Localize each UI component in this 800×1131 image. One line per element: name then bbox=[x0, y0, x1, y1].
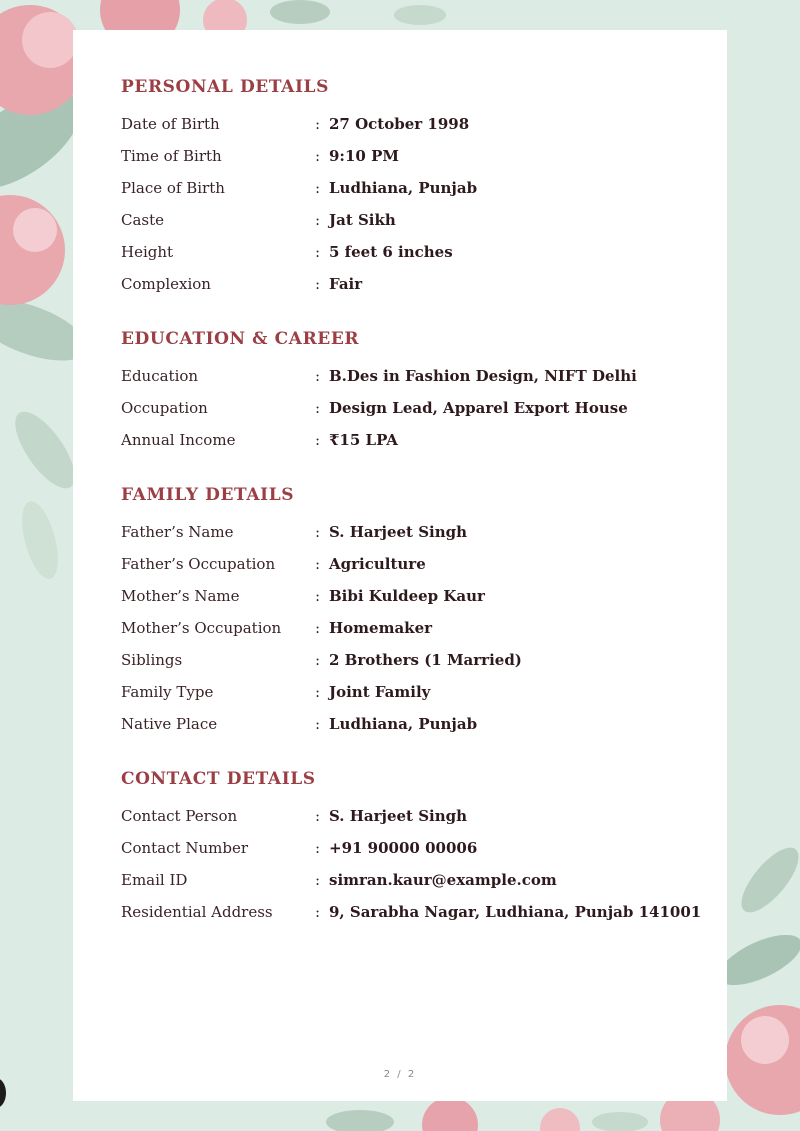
section-heading: FAMILY DETAILS bbox=[121, 485, 295, 505]
separator: : bbox=[315, 275, 321, 293]
detail-row-family-type bbox=[121, 683, 711, 715]
field-label: Time of Birth bbox=[121, 147, 222, 165]
page-indicator: 2 / 2 bbox=[383, 1069, 417, 1080]
separator: : bbox=[315, 651, 321, 669]
detail-row-time-of-birth bbox=[121, 147, 711, 179]
field-value: 2 Brothers (1 Married) bbox=[329, 651, 522, 669]
field-value: 9, Sarabha Nagar, Ludhiana, Punjab 141001 bbox=[329, 903, 702, 921]
separator: : bbox=[315, 523, 321, 541]
separator: : bbox=[315, 115, 321, 133]
field-label: Siblings bbox=[121, 651, 183, 669]
separator: : bbox=[315, 367, 321, 385]
contact-details-section bbox=[121, 768, 711, 935]
separator: : bbox=[315, 399, 321, 417]
field-value: S. Harjeet Singh bbox=[329, 523, 468, 541]
detail-row-residential-address bbox=[121, 903, 711, 935]
detail-row-siblings bbox=[121, 651, 711, 683]
section-heading: PERSONAL DETAILS bbox=[121, 77, 329, 97]
detail-row-mothers-name bbox=[121, 587, 711, 619]
field-value: +91 90000 00006 bbox=[329, 839, 478, 857]
detail-row-native-place bbox=[121, 715, 711, 747]
detail-row-contact-number bbox=[121, 839, 711, 871]
separator: : bbox=[315, 243, 321, 261]
separator: : bbox=[315, 683, 321, 701]
field-value: B.Des in Fashion Design, NIFT Delhi bbox=[329, 367, 637, 385]
family-details-section bbox=[121, 484, 711, 747]
field-label: Email ID bbox=[121, 871, 188, 889]
detail-row-fathers-occupation bbox=[121, 555, 711, 587]
separator: : bbox=[315, 715, 321, 733]
field-label: Height bbox=[121, 243, 174, 261]
separator: : bbox=[315, 903, 321, 921]
separator: : bbox=[315, 587, 321, 605]
field-label: Family Type bbox=[121, 683, 214, 701]
field-label: Place of Birth bbox=[121, 179, 225, 197]
detail-row-fathers-name bbox=[121, 523, 711, 555]
field-label: Annual Income bbox=[121, 431, 236, 449]
separator: : bbox=[315, 839, 321, 857]
field-label: Contact Number bbox=[121, 839, 248, 857]
detail-row-annual-income bbox=[121, 431, 711, 463]
personal-details-section bbox=[121, 76, 711, 307]
separator: : bbox=[315, 147, 321, 165]
field-value: Jat Sikh bbox=[329, 211, 396, 229]
education-career-section bbox=[121, 328, 711, 463]
field-label: Occupation bbox=[121, 399, 208, 417]
field-label: Mother’s Occupation bbox=[121, 619, 282, 637]
detail-row-place-of-birth bbox=[121, 179, 711, 211]
field-label: Caste bbox=[121, 211, 165, 229]
detail-row-email-id bbox=[121, 871, 711, 903]
separator: : bbox=[315, 619, 321, 637]
separator: : bbox=[315, 431, 321, 449]
field-value: Fair bbox=[329, 275, 363, 293]
biodata-page bbox=[73, 30, 727, 1101]
separator: : bbox=[315, 807, 321, 825]
field-label: Date of Birth bbox=[121, 115, 220, 133]
detail-row-mothers-occupation bbox=[121, 619, 711, 651]
field-label: Education bbox=[121, 367, 199, 385]
section-heading: EDUCATION & CAREER bbox=[121, 329, 360, 349]
separator: : bbox=[315, 871, 321, 889]
field-label: Mother’s Name bbox=[121, 587, 240, 605]
section-heading: CONTACT DETAILS bbox=[121, 769, 316, 789]
field-label: Contact Person bbox=[121, 807, 238, 825]
field-value: Joint Family bbox=[329, 683, 431, 701]
field-value: Agriculture bbox=[329, 555, 426, 573]
field-label: Complexion bbox=[121, 275, 211, 293]
field-value: Design Lead, Apparel Export House bbox=[329, 399, 628, 417]
field-value: 27 October 1998 bbox=[329, 115, 470, 133]
field-value: simran.kaur@example.com bbox=[329, 871, 557, 889]
field-value: Bibi Kuldeep Kaur bbox=[329, 587, 485, 605]
detail-row-height bbox=[121, 243, 711, 275]
field-label: Father’s Name bbox=[121, 523, 234, 541]
field-value: 5 feet 6 inches bbox=[329, 243, 453, 261]
field-value: ₹15 LPA bbox=[329, 431, 398, 449]
field-label: Native Place bbox=[121, 715, 218, 733]
detail-row-date-of-birth bbox=[121, 115, 711, 147]
field-value: 9:10 PM bbox=[329, 147, 399, 165]
field-value: S. Harjeet Singh bbox=[329, 807, 468, 825]
field-label: Residential Address bbox=[121, 903, 273, 921]
separator: : bbox=[315, 211, 321, 229]
field-value: Ludhiana, Punjab bbox=[329, 715, 478, 733]
separator: : bbox=[315, 179, 321, 197]
field-label: Father’s Occupation bbox=[121, 555, 276, 573]
detail-row-contact-person bbox=[121, 807, 711, 839]
detail-row-caste bbox=[121, 211, 711, 243]
detail-row-education bbox=[121, 367, 711, 399]
field-value: Homemaker bbox=[329, 619, 433, 637]
separator: : bbox=[315, 555, 321, 573]
detail-row-complexion bbox=[121, 275, 711, 307]
field-value: Ludhiana, Punjab bbox=[329, 179, 478, 197]
detail-row-occupation bbox=[121, 399, 711, 431]
